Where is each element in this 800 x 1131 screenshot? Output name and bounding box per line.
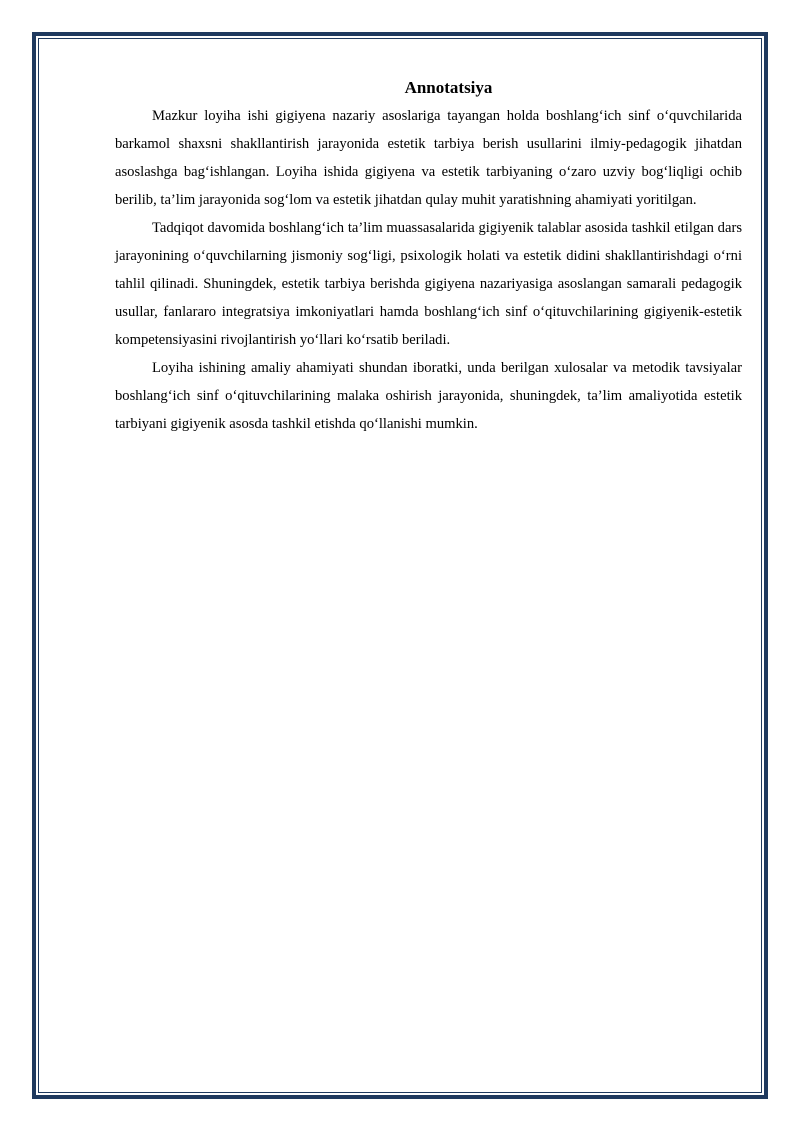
document-body [115,74,742,438]
paragraph-3: Loyiha ishining amaliy ahamiyati shundan iboratki, unda berilgan xulosalar va metodik tavsiyalar boshlang‘ich sinf o‘qituvchilarining malaka oshirish jarayonida, shuningdek, ta’lim amaliyotida estetik tarbiyani gigiyenik asosda tashkil etishda qo‘llanishi mumkin. [115,360,742,432]
paragraph-1: Mazkur loyiha ishi gigiyena nazariy asoslariga tayangan holda boshlang‘ich sinf o‘quvchilarida barkamol shaxsni shakllantirish jarayonida estetik tarbiya berish usullarini ilmiy-pedagogik jihatdan asoslashga bag‘ishlangan. Loyiha ishida gigiyena va estetik tarbiyaning o‘zaro uzviy bog‘liqligi ochib berilib, ta’lim jarayonida sog‘lom va estetik jihatdan qulay muhit yaratishning ahamiyati yoritilgan. [115,108,742,208]
paragraph-2: Tadqiqot davomida boshlang‘ich ta’lim muassasalarida gigiyenik talablar asosida tashkil etilgan dars jarayonining o‘quvchilarning jismoniy sog‘ligi, psixologik holati va estetik didini shakllantirishdagi o‘rni tahlil qilinadi. Shuningdek, estetik tarbiya berishda gigiyena nazariyasiga asoslangan samarali pedagogik usullar, fanlararo integratsiya imkoniyatlari hamda boshlang‘ich sinf o‘qituvchilarining gigiyenik-estetik kompetensiyasini rivojlantirish yo‘llari ko‘rsatib beriladi. [115,220,742,348]
document-title: Annotatsiya [404,78,493,97]
